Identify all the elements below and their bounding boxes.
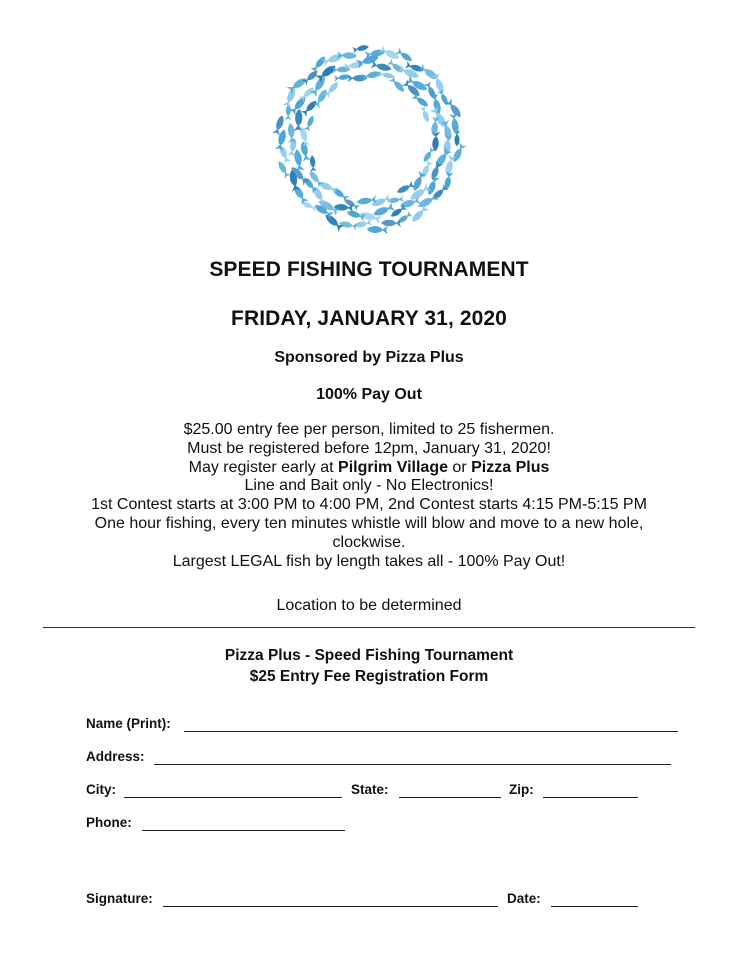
fish-icon	[309, 155, 317, 172]
address-row	[86, 749, 686, 771]
fish-icon	[395, 48, 414, 64]
cut-divider	[43, 627, 695, 628]
fish-icon	[322, 51, 345, 66]
sponsor-line: Sponsored by Pizza Plus	[274, 349, 464, 366]
detail-contest-times: 1st Contest starts at 3:00 PM to 4:00 PM, 2nd Contest starts 4:15 PM-5:15 PM	[91, 496, 647, 514]
location-line: Location to be determined	[276, 597, 462, 614]
fish-icon	[361, 69, 382, 81]
fish-icon	[367, 225, 388, 235]
signature-row	[86, 891, 686, 913]
phone-field[interactable]	[142, 830, 345, 831]
fish-icon	[276, 159, 291, 178]
fish-ring-logo	[271, 41, 467, 237]
fish-icon	[421, 147, 435, 164]
fish-icon	[334, 73, 351, 82]
tournament-details	[0, 421, 738, 571]
fish-icon	[431, 132, 440, 152]
detail-register-early: May register early at Pilgrim Village or Pizza Plus	[188, 458, 550, 476]
payout-line: 100% Pay Out	[316, 386, 422, 403]
tournament-date: FRIDAY, JANUARY 31, 2020	[231, 307, 507, 330]
address-label: Address:	[86, 749, 145, 764]
place-pilgrim-village: Pilgrim Village	[338, 458, 448, 476]
date-field[interactable]	[551, 906, 638, 907]
fish-icon	[323, 212, 345, 233]
detail-rules: Line and Bait only - No Electronics!	[244, 477, 494, 495]
fish-icon	[450, 142, 467, 164]
form-title-line2: $25 Entry Fee Registration Form	[249, 668, 489, 685]
signature-label: Signature:	[86, 891, 153, 906]
fish-icon	[304, 114, 316, 131]
zip-field[interactable]	[543, 797, 638, 798]
tournament-title: SPEED FISHING TOURNAMENT	[209, 258, 529, 281]
form-title	[0, 645, 738, 687]
state-label: State:	[351, 782, 389, 797]
detail-deadline: Must be registered before 12pm, January 31, 2020!	[187, 439, 551, 457]
detail-whistle-cont: clockwise.	[332, 533, 406, 551]
name-field[interactable]	[184, 731, 678, 732]
fish-icon	[287, 75, 309, 94]
name-row	[86, 716, 686, 738]
date-label: Date:	[507, 891, 541, 906]
fish-icon	[352, 43, 369, 53]
fish-icon	[420, 106, 432, 124]
city-state-zip-row	[86, 782, 686, 804]
city-field[interactable]	[124, 797, 342, 798]
fish-icon	[291, 183, 309, 205]
name-label: Name (Print):	[86, 716, 171, 731]
fish-icon	[378, 71, 395, 80]
city-label: City:	[86, 782, 116, 797]
form-title-line1: Pizza Plus - Speed Fishing Tournament	[224, 647, 514, 664]
fish-icon	[395, 181, 415, 196]
place-pizza-plus: Pizza Plus	[471, 458, 550, 476]
address-field[interactable]	[154, 764, 671, 765]
fish-icon	[411, 93, 430, 110]
detail-entry-fee: $25.00 entry fee per person, limited to 25 fishermen.	[183, 421, 555, 438]
fish-ring	[272, 43, 466, 234]
fish-icon	[409, 204, 429, 224]
signature-field[interactable]	[163, 906, 498, 907]
fish-icon	[381, 219, 401, 228]
state-field[interactable]	[399, 797, 501, 798]
zip-label: Zip:	[509, 782, 534, 797]
fish-icon	[387, 59, 405, 75]
fish-icon	[371, 60, 393, 73]
detail-prize: Largest LEGAL fish by length takes all - 100% Pay Out!	[172, 552, 566, 570]
phone-label: Phone:	[86, 815, 132, 830]
fish-icon	[338, 219, 357, 230]
phone-row	[86, 815, 686, 837]
detail-whistle: One hour fishing, every ten minutes whistle will blow and move to a new hole,	[94, 514, 644, 532]
